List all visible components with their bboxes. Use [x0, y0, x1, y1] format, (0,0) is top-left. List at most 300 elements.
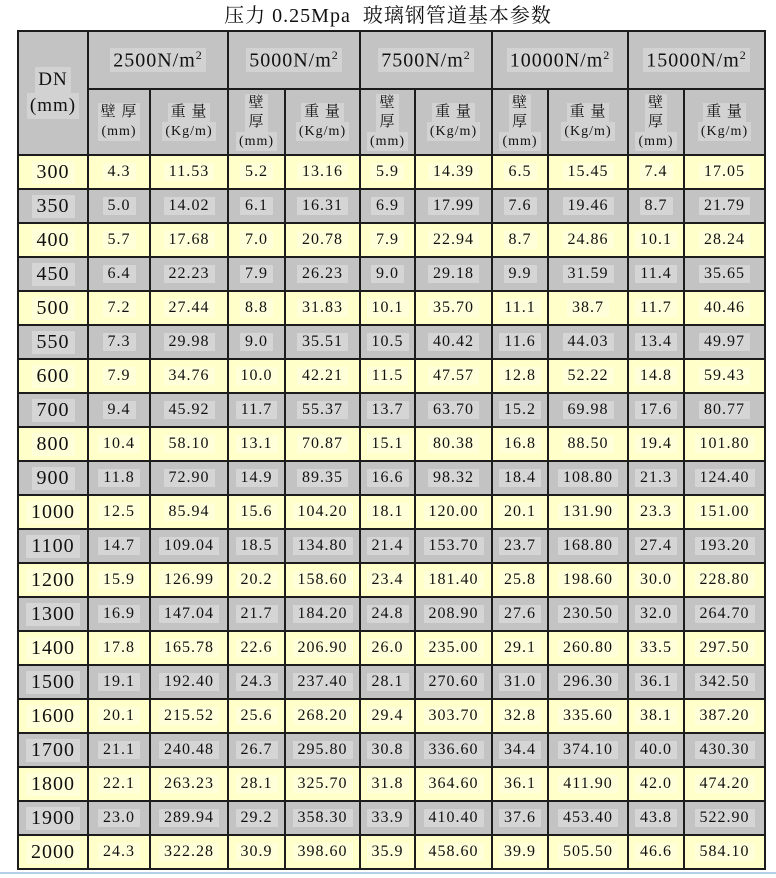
cell-value: 31.8	[367, 775, 409, 793]
cell-value: 16.6	[367, 469, 409, 487]
wall-thickness-cell	[628, 291, 684, 325]
wall-thickness-cell	[492, 767, 548, 801]
dn-cell	[18, 393, 88, 427]
wall-thickness-cell	[492, 393, 548, 427]
cell-value: 453.40	[558, 809, 618, 827]
dn-cell	[18, 665, 88, 699]
dn-value: 1000	[26, 501, 80, 524]
weight-cell	[285, 563, 360, 597]
weight-cell	[415, 189, 492, 223]
wall-thickness-cell	[228, 257, 285, 291]
dn-value: 1400	[26, 637, 80, 660]
cell-value: 23.7	[499, 537, 541, 555]
cell-value: 16.8	[499, 435, 541, 453]
wall-thickness-cell	[228, 835, 285, 869]
cell-value: 9.4	[103, 401, 136, 419]
cell-value: 192.40	[159, 673, 219, 691]
cell-value: 24.3	[236, 673, 278, 691]
cell-value: 22.6	[236, 639, 278, 657]
cell-value: 193.20	[695, 537, 755, 555]
weight-cell	[548, 461, 628, 495]
weight-cell	[415, 393, 492, 427]
cell-value: 19.1	[98, 673, 140, 691]
wall-thickness-cell	[628, 597, 684, 631]
table-row	[18, 393, 765, 427]
cell-value: 264.70	[695, 605, 755, 623]
dn-value: 900	[32, 467, 75, 490]
wall-thickness-cell	[360, 189, 415, 223]
weight-cell	[150, 155, 228, 189]
cell-value: 126.99	[159, 571, 219, 589]
wall-thickness-cell	[228, 427, 285, 461]
cell-value: 11.7	[635, 299, 676, 317]
cell-value: 98.32	[428, 469, 479, 487]
wall-thickness-cell	[628, 733, 684, 767]
group-sup: 2	[739, 47, 747, 62]
cell-value: 15.6	[236, 503, 278, 521]
wall-thickness-cell	[228, 699, 285, 733]
weight-cell	[548, 189, 628, 223]
weight-cell	[548, 291, 628, 325]
cell-value: 7.6	[504, 197, 537, 215]
cell-value: 134.80	[293, 537, 353, 555]
weight-cell	[684, 257, 765, 291]
cell-value: 522.90	[695, 809, 755, 827]
table-row	[18, 699, 765, 733]
cell-value: 14.9	[236, 469, 278, 487]
dn-column-header	[18, 31, 88, 155]
wall-thickness-cell	[88, 461, 150, 495]
cell-value: 24.3	[98, 843, 140, 861]
weight-cell	[548, 801, 628, 835]
weight-cell	[415, 427, 492, 461]
weight-cell	[684, 665, 765, 699]
cell-value: 15.1	[367, 435, 409, 453]
cell-value: 12.5	[98, 503, 140, 521]
cell-value: 14.39	[428, 163, 479, 181]
weight-cell	[548, 495, 628, 529]
cell-value: 13.1	[236, 435, 278, 453]
cell-value: 42.21	[297, 367, 348, 385]
cell-value: 25.8	[499, 571, 541, 589]
weight-cell	[415, 835, 492, 869]
wall-thickness-cell	[628, 427, 684, 461]
cell-value: 228.80	[695, 571, 755, 589]
wall-thickness-cell	[492, 257, 548, 291]
dn-cell	[18, 767, 88, 801]
cell-value: 17.99	[428, 197, 479, 215]
weight-cell	[150, 495, 228, 529]
wall-thickness-cell	[492, 699, 548, 733]
cell-value: 34.76	[164, 367, 215, 385]
cell-value: 13.4	[635, 333, 677, 351]
cell-value: 296.30	[558, 673, 618, 691]
cell-value: 20.1	[499, 503, 541, 521]
cell-value: 28.1	[367, 673, 409, 691]
cell-value: 11.4	[635, 265, 676, 283]
wall-thickness-cell	[88, 801, 150, 835]
dn-cell	[18, 835, 88, 869]
cell-value: 215.52	[159, 707, 219, 725]
wall-thickness-cell	[360, 631, 415, 665]
header-row-sub	[18, 89, 765, 155]
weight-cell	[285, 767, 360, 801]
weight-cell	[150, 461, 228, 495]
cell-value: 7.2	[103, 299, 136, 317]
cell-value: 230.50	[558, 605, 618, 623]
cell-value: 30.8	[367, 741, 409, 759]
dn-value: 1800	[26, 773, 80, 796]
wall-thickness-cell	[360, 393, 415, 427]
weight-cell	[415, 325, 492, 359]
cell-value: 25.6	[236, 707, 278, 725]
wall-thickness-cell	[492, 359, 548, 393]
cell-value: 158.60	[293, 571, 353, 589]
weight-cell	[684, 325, 765, 359]
cell-value: 165.78	[159, 639, 219, 657]
dn-cell	[18, 291, 88, 325]
weight-cell	[285, 835, 360, 869]
weight-cell	[684, 733, 765, 767]
cell-value: 364.60	[424, 775, 484, 793]
cell-value: 37.6	[499, 809, 541, 827]
cell-value: 16.9	[98, 605, 140, 623]
dn-value: 1700	[26, 739, 80, 762]
weight-cell	[150, 257, 228, 291]
dn-label: DN	[35, 67, 70, 93]
cell-value: 70.87	[297, 435, 348, 453]
cell-value: 45.92	[164, 401, 215, 419]
weight-cell	[548, 325, 628, 359]
cell-value: 19.46	[563, 197, 614, 215]
cell-value: 108.80	[558, 469, 618, 487]
weight-cell	[548, 767, 628, 801]
table-row	[18, 495, 765, 529]
wall-thickness-cell	[360, 291, 415, 325]
wall-thickness-cell	[628, 665, 684, 699]
wall-thickness-cell	[88, 155, 150, 189]
cell-value: 17.6	[635, 401, 677, 419]
weight-cell	[150, 597, 228, 631]
cell-value: 235.00	[424, 639, 484, 657]
weight-cell	[548, 563, 628, 597]
cell-value: 21.3	[635, 469, 677, 487]
cell-value: 19.4	[635, 435, 677, 453]
wall-thickness-cell	[228, 155, 285, 189]
weight-cell	[285, 801, 360, 835]
cell-value: 21.79	[699, 197, 750, 215]
table-row	[18, 223, 765, 257]
header-row-groups	[18, 31, 765, 89]
weight-cell	[415, 155, 492, 189]
cell-value: 47.57	[428, 367, 479, 385]
wall-thickness-cell	[628, 325, 684, 359]
wall-thickness-cell	[228, 665, 285, 699]
wall-thickness-cell	[628, 223, 684, 257]
weight-cell	[150, 665, 228, 699]
table-row	[18, 359, 765, 393]
weight-cell	[548, 257, 628, 291]
wall-thickness-cell	[492, 427, 548, 461]
weight-cell	[415, 665, 492, 699]
weight-cell	[285, 291, 360, 325]
weight-cell	[150, 427, 228, 461]
cell-value: 44.03	[563, 333, 614, 351]
weight-cell	[150, 563, 228, 597]
cell-value: 29.4	[367, 707, 409, 725]
weight-cell	[684, 359, 765, 393]
cell-value: 8.7	[640, 197, 673, 215]
group-header-5000	[228, 31, 360, 89]
weight-cell	[415, 733, 492, 767]
wall-thickness-cell	[360, 801, 415, 835]
wall-thickness-cell	[360, 257, 415, 291]
wall-thickness-cell	[492, 325, 548, 359]
wall-thickness-cell	[628, 631, 684, 665]
cell-value: 85.94	[164, 503, 215, 521]
cell-value: 11.8	[98, 469, 139, 487]
table-header	[18, 31, 765, 155]
cell-value: 8.7	[504, 231, 537, 249]
cell-value: 89.35	[297, 469, 348, 487]
dn-cell	[18, 801, 88, 835]
cell-value: 27.44	[164, 299, 215, 317]
group-sup: 2	[195, 47, 203, 62]
wall-thickness-cell	[88, 835, 150, 869]
cell-value: 14.7	[98, 537, 140, 555]
table-row	[18, 529, 765, 563]
weight-cell	[548, 223, 628, 257]
weight-cell	[548, 427, 628, 461]
wall-thickness-cell	[88, 699, 150, 733]
weight-cell	[548, 529, 628, 563]
wall-thickness-cell	[88, 563, 150, 597]
dn-cell	[18, 529, 88, 563]
wall-thickness-cell	[492, 631, 548, 665]
cell-value: 6.1	[240, 197, 273, 215]
cell-value: 23.0	[98, 809, 140, 827]
wall-thickness-cell	[360, 461, 415, 495]
dn-value: 300	[32, 161, 75, 184]
wall-thickness-cell	[492, 189, 548, 223]
cell-value: 184.20	[293, 605, 353, 623]
dn-unit: (mm)	[27, 93, 79, 119]
cell-value: 15.9	[98, 571, 140, 589]
cell-value: 237.40	[293, 673, 353, 691]
cell-value: 9.0	[371, 265, 404, 283]
wall-thickness-cell	[88, 733, 150, 767]
cell-value: 6.4	[103, 265, 136, 283]
cell-value: 17.8	[98, 639, 140, 657]
wall-thickness-cell	[628, 495, 684, 529]
weight-cell	[684, 223, 765, 257]
dn-cell	[18, 597, 88, 631]
dn-cell	[18, 461, 88, 495]
cell-value: 325.70	[293, 775, 353, 793]
cell-value: 22.1	[98, 775, 140, 793]
weight-cell	[285, 631, 360, 665]
weight-cell	[285, 393, 360, 427]
wall-thickness-cell	[492, 223, 548, 257]
weight-header-10000: 重 量 (Kg/m)	[548, 89, 628, 155]
wall-thickness-cell	[88, 665, 150, 699]
cell-value: 38.1	[635, 707, 677, 725]
cell-value: 6.9	[371, 197, 404, 215]
cell-value: 410.40	[424, 809, 484, 827]
wall-thickness-cell	[492, 291, 548, 325]
cell-value: 10.4	[98, 435, 140, 453]
weight-cell	[684, 461, 765, 495]
cell-value: 5.2	[240, 163, 273, 181]
wall-thickness-cell	[360, 529, 415, 563]
wall-thickness-cell	[360, 427, 415, 461]
wall-thickness-cell	[492, 495, 548, 529]
weight-cell	[548, 631, 628, 665]
weight-cell	[150, 359, 228, 393]
wall-thickness-header-10000: 壁 厚 (mm)	[492, 89, 548, 155]
dn-value: 1600	[26, 705, 80, 728]
wall-thickness-cell	[492, 155, 548, 189]
wall-thickness-cell	[492, 733, 548, 767]
wall-thickness-cell	[88, 427, 150, 461]
group-label: 7500N/m	[381, 49, 464, 72]
weight-header-5000: 重 量 (Kg/m)	[285, 89, 360, 155]
cell-value: 29.98	[164, 333, 215, 351]
wall-thickness-cell	[360, 223, 415, 257]
weight-cell	[415, 359, 492, 393]
dn-value: 600	[32, 365, 75, 388]
wall-thickness-cell	[360, 155, 415, 189]
weight-cell	[285, 461, 360, 495]
cell-value: 32.0	[635, 605, 677, 623]
table-row	[18, 563, 765, 597]
table-row	[18, 189, 765, 223]
wall-thickness-header-2500: 壁 厚 (mm)	[88, 89, 150, 155]
cell-value: 14.8	[635, 367, 677, 385]
wall-thickness-cell	[228, 223, 285, 257]
weight-cell	[548, 699, 628, 733]
cell-value: 31.59	[563, 265, 614, 283]
dn-cell	[18, 631, 88, 665]
cell-value: 18.5	[236, 537, 278, 555]
dn-cell	[18, 359, 88, 393]
cell-value: 59.43	[699, 367, 750, 385]
weight-cell	[285, 325, 360, 359]
wall-thickness-cell	[628, 393, 684, 427]
cell-value: 15.45	[563, 163, 614, 181]
cell-value: 58.10	[164, 435, 215, 453]
cell-value: 26.7	[236, 741, 278, 759]
weight-cell	[285, 529, 360, 563]
weight-cell	[285, 427, 360, 461]
wall-thickness-cell	[492, 597, 548, 631]
dn-cell	[18, 257, 88, 291]
cell-value: 270.60	[424, 673, 484, 691]
table-row	[18, 767, 765, 801]
table-row	[18, 597, 765, 631]
weight-cell	[684, 699, 765, 733]
cell-value: 33.5	[635, 639, 677, 657]
cell-value: 208.90	[424, 605, 484, 623]
wall-thickness-cell	[360, 325, 415, 359]
dn-cell	[18, 563, 88, 597]
weight-cell	[415, 257, 492, 291]
weight-cell	[285, 359, 360, 393]
cell-value: 109.04	[159, 537, 219, 555]
cell-value: 80.77	[699, 401, 750, 419]
cell-value: 8.8	[240, 299, 273, 317]
cell-value: 11.6	[499, 333, 540, 351]
weight-cell	[285, 155, 360, 189]
wall-thickness-cell	[228, 801, 285, 835]
weight-cell	[150, 835, 228, 869]
wall-thickness-cell	[228, 325, 285, 359]
wall-thickness-cell	[228, 495, 285, 529]
cell-value: 458.60	[424, 843, 484, 861]
weight-cell	[285, 733, 360, 767]
cell-value: 35.51	[297, 333, 348, 351]
group-header-10000	[492, 31, 628, 89]
dn-cell	[18, 427, 88, 461]
cell-value: 30.9	[236, 843, 278, 861]
wall-thickness-cell	[228, 291, 285, 325]
weight-cell	[684, 189, 765, 223]
cell-value: 13.16	[297, 163, 348, 181]
table-row	[18, 427, 765, 461]
cell-value: 124.40	[695, 469, 755, 487]
cell-value: 374.10	[558, 741, 618, 759]
cell-value: 46.6	[635, 843, 677, 861]
wall-thickness-cell	[492, 665, 548, 699]
cell-value: 35.70	[428, 299, 479, 317]
weight-cell	[548, 359, 628, 393]
cell-value: 13.7	[367, 401, 409, 419]
cell-value: 30.0	[635, 571, 677, 589]
cell-value: 27.4	[635, 537, 677, 555]
wall-thickness-cell	[228, 733, 285, 767]
dn-value: 550	[32, 331, 75, 354]
parameters-table	[17, 30, 766, 870]
cell-value: 38.7	[567, 299, 609, 317]
cell-value: 322.28	[159, 843, 219, 861]
cell-value: 31.0	[499, 673, 541, 691]
cell-value: 5.7	[103, 231, 136, 249]
wall-thickness-cell	[88, 359, 150, 393]
cell-value: 260.80	[558, 639, 618, 657]
wall-thickness-header-5000: 壁 厚 (mm)	[228, 89, 285, 155]
cell-value: 151.00	[695, 503, 755, 521]
weight-cell	[150, 325, 228, 359]
cell-value: 7.9	[103, 367, 136, 385]
weight-cell	[285, 665, 360, 699]
cell-value: 27.6	[499, 605, 541, 623]
weight-cell	[684, 427, 765, 461]
weight-cell	[285, 495, 360, 529]
cell-value: 21.1	[98, 741, 140, 759]
weight-cell	[415, 495, 492, 529]
cell-value: 10.1	[635, 231, 677, 249]
cell-value: 40.42	[428, 333, 479, 351]
cell-value: 35.65	[699, 265, 750, 283]
cell-value: 289.94	[159, 809, 219, 827]
cell-value: 20.1	[98, 707, 140, 725]
weight-cell	[415, 461, 492, 495]
group-header-7500	[360, 31, 492, 89]
cell-value: 40.46	[699, 299, 750, 317]
cell-value: 5.9	[371, 163, 404, 181]
cell-value: 131.90	[558, 503, 618, 521]
cell-value: 18.1	[367, 503, 409, 521]
